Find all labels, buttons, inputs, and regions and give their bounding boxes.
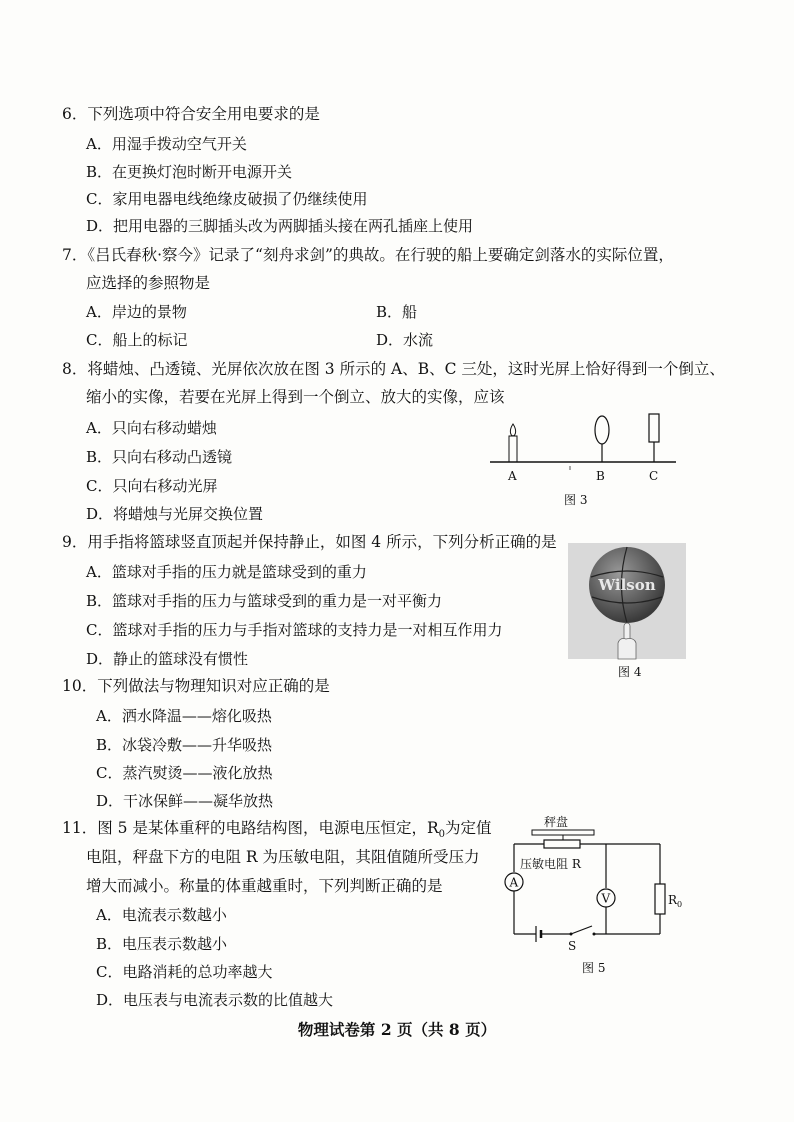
figure-3-caption: 图 3 [564, 493, 588, 507]
scale-pan-label: 秤盘 [544, 815, 569, 829]
fig3-label-a: A [508, 469, 517, 483]
question-8-option-b: B．只向右移动凸透镜 [86, 448, 233, 466]
question-9-option-a: A．篮球对手指的压力就是篮球受到的重力 [86, 563, 367, 581]
question-7-stem-line2: 应选择的参照物是 [86, 274, 211, 292]
question-8-option-c: C．只向右移动光屏 [86, 477, 218, 495]
question-11-option-d: D．电压表与电流表示数的比值越大 [96, 991, 334, 1009]
question-10-option-a: A．洒水降温——熔化吸热 [96, 707, 272, 725]
fig3-label-c: C [649, 469, 659, 483]
question-8-option-d: D．将蜡烛与光屏交换位置 [86, 505, 264, 523]
switch-label: S [568, 939, 577, 953]
question-6-option-d: D．把用电器的三脚插头改为两脚插头接在两孔插座上使用 [86, 217, 474, 235]
question-10-option-c: C．蒸汽熨烫——液化放热 [96, 764, 273, 782]
question-10-option-b: B．冰袋冷敷——升华吸热 [96, 736, 273, 754]
figure-4-caption: 图 4 [618, 665, 642, 679]
candle-icon [509, 424, 517, 462]
question-6-option-a: A．用湿手拨动空气开关 [86, 135, 247, 153]
question-6-stem: 6．下列选项中符合安全用电要求的是 [62, 105, 320, 123]
light-screen-icon [649, 414, 659, 462]
convex-lens-icon [595, 416, 609, 462]
question-10-stem: 10．下列做法与物理知识对应正确的是 [62, 677, 330, 695]
question-8-option-a: A．只向右移动蜡烛 [86, 419, 217, 437]
pressure-resistor [544, 840, 580, 848]
fixed-resistor-r0 [655, 884, 665, 914]
question-7-option-d: D．水流 [376, 331, 434, 349]
finger-hand-icon [618, 623, 636, 659]
question-11-stem-line3: 增大而减小。称量的体重越重时，下列判断正确的是 [86, 877, 443, 895]
question-7-stem: 7．《吕氏春秋·察今》记录了“刻舟求剑”的典故。在行驶的船上要确定剑落水的实际位置， [62, 246, 674, 264]
page-footer: 物理试卷第 2 页（共 8 页） [297, 1020, 497, 1039]
question-6-option-c: C．家用电器电线绝缘皮破损了仍继续使用 [86, 190, 368, 208]
question-11-stem-line2: 电阻，秤盘下方的电阻 R 为压敏电阻，其阻值随所受压力 [86, 848, 480, 866]
question-9-option-d: D．静止的篮球没有惯性 [86, 650, 249, 668]
question-11-option-a: A．电流表示数越小 [96, 906, 227, 924]
question-7-option-b: B．船 [376, 303, 418, 321]
figure-5-caption: 图 5 [582, 961, 606, 975]
scale-pan [532, 830, 594, 835]
question-8-stem-line2: 缩小的实像，若要在光屏上得到一个倒立、放大的实像，应该 [86, 388, 505, 406]
voltmeter-label: V [601, 891, 611, 906]
question-9-option-c: C．篮球对手指的压力与手指对篮球的支持力是一对相互作用力 [86, 621, 503, 639]
question-7-option-a: A．岸边的景物 [86, 303, 187, 321]
question-9-option-b: B．篮球对手指的压力与篮球受到的重力是一对平衡力 [86, 592, 443, 610]
question-9-stem: 9．用手指将篮球竖直顶起并保持静止，如图 4 所示，下列分析正确的是 [62, 533, 557, 551]
pressure-resistor-label: 压敏电阻 R [520, 857, 581, 871]
battery-icon [536, 926, 541, 942]
figure-3-optical-bench [488, 410, 678, 510]
question-10-option-d: D．干冰保鲜——凝华放热 [96, 792, 274, 810]
fixed-resistor-label: $R_0$ [668, 893, 683, 909]
question-11-option-c: C．电路消耗的总功率越大 [96, 963, 273, 981]
question-11-option-b: B．电压表示数越小 [96, 935, 228, 953]
question-7-option-c: C．船上的标记 [86, 331, 188, 349]
question-6-option-b: B．在更换灯泡时断开电源开关 [86, 163, 293, 181]
question-11-stem: 11．图 5 是某体重秤的电路结构图，电源电压恒定，$R_0$为定值 [62, 819, 492, 841]
question-8-stem: 8．将蜡烛、凸透镜、光屏依次放在图 3 所示的 A、B、C 三处，这时光屏上恰好得到一个倒立、 [62, 360, 725, 378]
fig3-label-b: B [596, 469, 605, 483]
ammeter-label: A [509, 875, 519, 890]
figure-4-basketball-photo [568, 543, 686, 659]
switch-icon [570, 926, 596, 936]
ball-brand-text: Wilson [598, 576, 656, 594]
figure-5-circuit-diagram [496, 812, 683, 978]
